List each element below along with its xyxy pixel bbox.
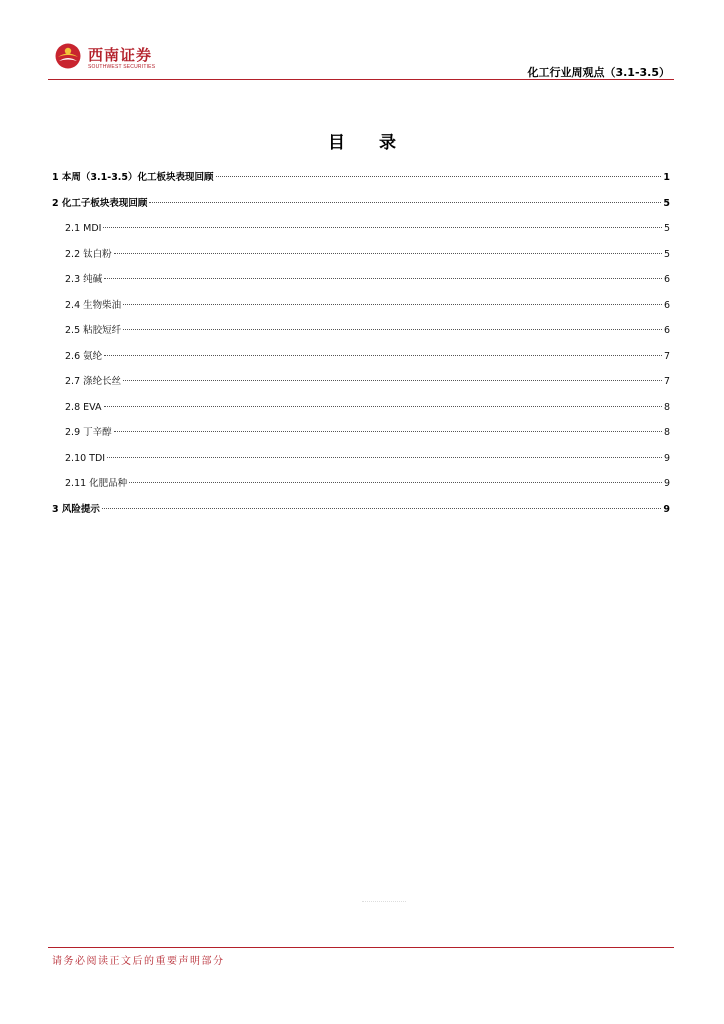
toc-entry-label: 2.7 涤纶长丝 (65, 376, 122, 387)
toc-page-number: 7 (663, 350, 670, 362)
toc-page-number: 8 (663, 427, 670, 438)
toc-entry-2-9[interactable] (52, 425, 670, 451)
toc-entry-2-8[interactable] (52, 400, 670, 426)
toc-entry-label: 2.6 氨纶 (65, 350, 103, 362)
toc-leader-dots (123, 380, 662, 381)
toc-page-number: 9 (663, 478, 670, 489)
toc-entry-2-2[interactable] (52, 247, 670, 273)
toc-entry-label: 2.4 生物柴油 (65, 299, 122, 311)
header-divider (48, 79, 674, 80)
logo-emblem-icon (54, 42, 82, 70)
toc-leader-dots (104, 406, 662, 407)
toc-entry-1[interactable] (52, 170, 670, 196)
toc-page-number: 8 (663, 401, 670, 413)
toc-page-number: 5 (663, 248, 670, 260)
footer-disclaimer: 请务必阅读正文后的重要声明部分 (52, 956, 225, 967)
toc-leader-dots (123, 304, 662, 305)
toc-page-number: 7 (663, 376, 670, 387)
toc-entry-2[interactable] (52, 196, 670, 222)
toc-entry-2-4[interactable] (52, 298, 670, 324)
toc-leader-dots (129, 482, 662, 483)
toc-entry-2-7[interactable] (52, 374, 670, 400)
page-header (0, 0, 724, 82)
toc-entry-label: 2 化工子板块表现回顾 (52, 197, 148, 209)
toc-leader-dots (216, 176, 662, 177)
toc-entry-3[interactable] (52, 502, 670, 528)
toc-entry-label: 2.1 MDI (65, 223, 102, 234)
faint-divider (362, 900, 406, 902)
toc-entry-2-11[interactable] (52, 476, 670, 502)
report-title: 化工行业周观点（3.1-3.5） (527, 66, 670, 79)
toc-page-number: 5 (663, 223, 670, 234)
toc-page-number: 5 (663, 197, 670, 209)
company-logo (54, 42, 174, 74)
toc-leader-dots (104, 355, 662, 356)
table-of-contents (52, 170, 670, 527)
toc-leader-dots (104, 278, 662, 279)
toc-leader-dots (103, 227, 662, 228)
toc-entry-2-3[interactable] (52, 272, 670, 298)
toc-entry-label: 1 本周（3.1-3.5）化工板块表现回顾 (52, 172, 214, 183)
toc-entry-label: 3 风险提示 (52, 503, 100, 515)
toc-page-number: 6 (663, 274, 670, 285)
logo-chinese-name: 西南证券 (88, 46, 153, 64)
toc-entry-label: 2.10 TDI (65, 452, 106, 464)
toc-page-number: 6 (663, 325, 670, 336)
toc-entry-label: 2.8 EVA (65, 401, 102, 413)
toc-leader-dots (149, 202, 661, 203)
toc-entry-2-1[interactable] (52, 221, 670, 247)
toc-page-number: 1 (663, 172, 670, 183)
toc-entry-2-10[interactable] (52, 451, 670, 477)
toc-entry-label: 2.2 钛白粉 (65, 248, 112, 260)
toc-page-number: 9 (663, 452, 670, 464)
toc-entry-label: 2.5 粘胶短纤 (65, 325, 122, 336)
logo-english-name: SOUTHWEST SECURITIES (88, 64, 156, 70)
toc-entry-label: 2.9 丁辛醇 (65, 427, 112, 438)
toc-entry-2-5[interactable] (52, 323, 670, 349)
toc-entry-label: 2.11 化肥品种 (65, 478, 128, 489)
toc-title: 目 录 (328, 133, 410, 153)
toc-leader-dots (102, 508, 661, 509)
toc-leader-dots (114, 431, 662, 432)
toc-page-number: 9 (663, 503, 670, 515)
toc-entry-label: 2.3 纯碱 (65, 274, 103, 285)
toc-leader-dots (107, 457, 662, 458)
footer-divider (48, 947, 674, 948)
toc-entry-2-6[interactable] (52, 349, 670, 375)
toc-leader-dots (123, 329, 662, 330)
toc-leader-dots (114, 253, 662, 254)
toc-page-number: 6 (663, 299, 670, 311)
